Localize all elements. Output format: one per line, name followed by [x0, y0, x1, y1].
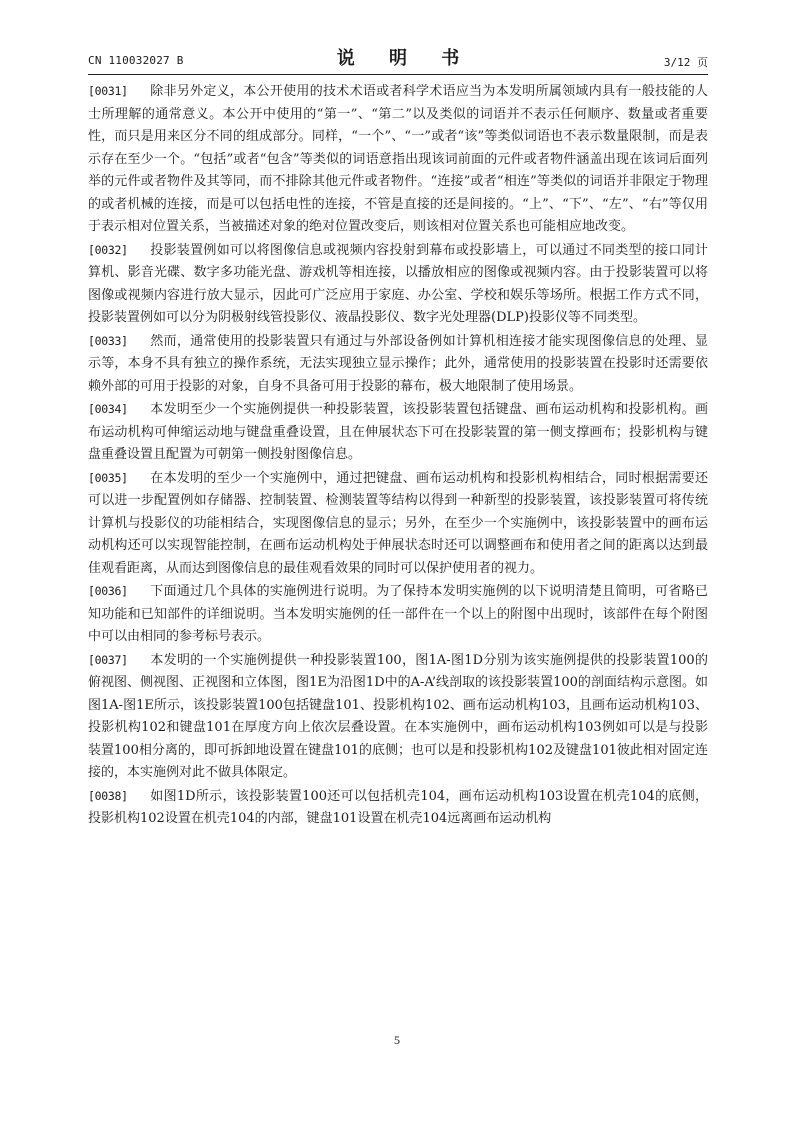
paragraph-0037 — [88, 649, 708, 785]
paragraph-text: 投影装置例如可以将图像信息或视频内容投射到幕布或投影墙上，可以通过不同类型的接口同计算机、影音光碟、数字多功能光盘、游戏机等相连接，以播放相应的图像或视频内容。由于投影装置可以将图像或视频内容进行放大显示，因此可广泛应用于家庭、办公室、学校和娱乐等场所。根据工作方式不同，投影装置例如可以分为阴极射线管投影仪、液晶投影仪、数字光处理器(DLP)投影仪等不同类型。 — [88, 242, 708, 325]
publication-number: CN 110032027 B — [88, 54, 184, 67]
document-title: 说 明 书 — [336, 48, 474, 69]
paragraph-0031 — [88, 80, 708, 239]
paragraph-text: 如图1D所示，该投影装置100还可以包括机壳104，画布运动机构103设置在机壳104的底侧，投影机构102设置在机壳104的内部，键盘101设置在机壳104远离画布运动机构 — [88, 788, 708, 826]
paragraph-0032 — [88, 239, 708, 330]
paragraph-text: 下面通过几个具体的实施例进行说明。为了保持本发明实施例的以下说明清楚且简明，可省略已知功能和已知部件的详细说明。当本发明实施例的任一部件在一个以上的附图中出现时，该部件在每个附图中可以由相同的参考标号表示。 — [88, 584, 708, 644]
paragraph-number: [0031] — [88, 84, 128, 98]
header-rule — [88, 74, 708, 75]
paragraph-text: 在本发明的至少一个实施例中，通过把键盘、画布运动机构和投影机构相结合，同时根据需要还可以进一步配置例如存储器、控制装置、检测装置等结构以得到一种新型的投影装置，该投影装置可将传统计算机与投影仪的功能相结合，实现图像信息的显示；另外，在至少一个实施例中，该投影装置中的画布运动机构还可以实现智能控制，在画布运动机构处于伸展状态时还可以调整画布和使用者之间的距离以达到最佳观看距离，从而达到图像信息的最佳观看效果的同时可以保护使用者的视力。 — [88, 470, 708, 576]
document-body — [88, 80, 708, 831]
paragraph-0033 — [88, 330, 708, 399]
paragraph-0035 — [88, 467, 708, 581]
page-info: 3/12 页 — [663, 56, 708, 69]
paragraph-number: [0035] — [88, 470, 128, 485]
paragraph-number: [0036] — [88, 584, 128, 598]
paragraph-0036 — [88, 580, 708, 649]
paragraph-text: 然而，通常使用的投影装置只有通过与外部设备例如计算机相连接才能实现图像信息的处理、显示等，本身不具有独立的操作系统，无法实现独立显示操作；此外，通常使用的投影装置在投影时还需要依赖外部的可用于投影的对象，自身不具备可用于投影的幕布，极大地限制了使用场景。 — [88, 333, 708, 394]
paragraph-0034 — [88, 398, 708, 467]
paragraph-number: [0032] — [88, 242, 128, 257]
paragraph-text: 本发明的一个实施例提供一种投影装置100，图1A-图1D分别为该实施例提供的投影装置100的俯视图、侧视图、正视图和立体图，图1E为沿图1D中的A-A’线剖取的该投影装置100的剖面结构示意图。如图1A-图1E所示，该投影装置100包括键盘101、投影机构102、画布运动机构103，且画布运动机构103、投影机构102和键盘101在厚度方向上依次层叠设置。在本实施例中，画布运动机构103例如可以是与投影装置100相分离的，即可拆卸地设置在键盘101的底侧；也可以是和投影机构102及键盘101彼此相对固定连接的，本实施例对此不做具体限定。 — [88, 652, 708, 780]
paragraph-number: [0034] — [88, 402, 128, 416]
page-header — [88, 44, 708, 72]
paragraph-0038 — [88, 785, 708, 831]
paragraph-number: [0038] — [88, 788, 128, 803]
paragraph-text: 本发明至少一个实施例提供一种投影装置，该投影装置包括键盘、画布运动机构和投影机构。画布运动机构可伸缩运动地与键盘重叠设置，且在伸展状态下可在投影装置的第一侧支撑画布；投影机构与键盘重叠设置且配置为可朝第一侧投射图像信息。 — [88, 402, 708, 462]
page-number: 5 — [394, 1033, 400, 1047]
paragraph-number: [0037] — [88, 652, 128, 667]
paragraph-text: 除非另外定义，本公开使用的技术术语或者科学术语应当为本发明所属领域内具有一般技能的人士所理解的通常意义。本公开中使用的“第一”、“第二”以及类似的词语并不表示任何顺序、数量或者重要性，而只是用来区分不同的组成部分。同样，“一个”、“一”或者“该”等类似词语也不表示数量限制，而是表示存在至少一个。“包括”或者“包含”等类似的词语意指出现该词前面的元件或者物件涵盖出现在该词后面列举的元件或者物件及其等同，而不排除其他元件或者物件。“连接”或者“相连”等类似的词语并非限定于物理的或者机械的连接，而是可以包括电性的连接，不管是直接的还是间接的。“上”、“下”、“左”、“右”等仅用于表示相对位置关系，当被描述对象的绝对位置改变后，则该相对位置关系也可能相应地改变。 — [88, 84, 708, 234]
paragraph-number: [0033] — [88, 333, 128, 348]
